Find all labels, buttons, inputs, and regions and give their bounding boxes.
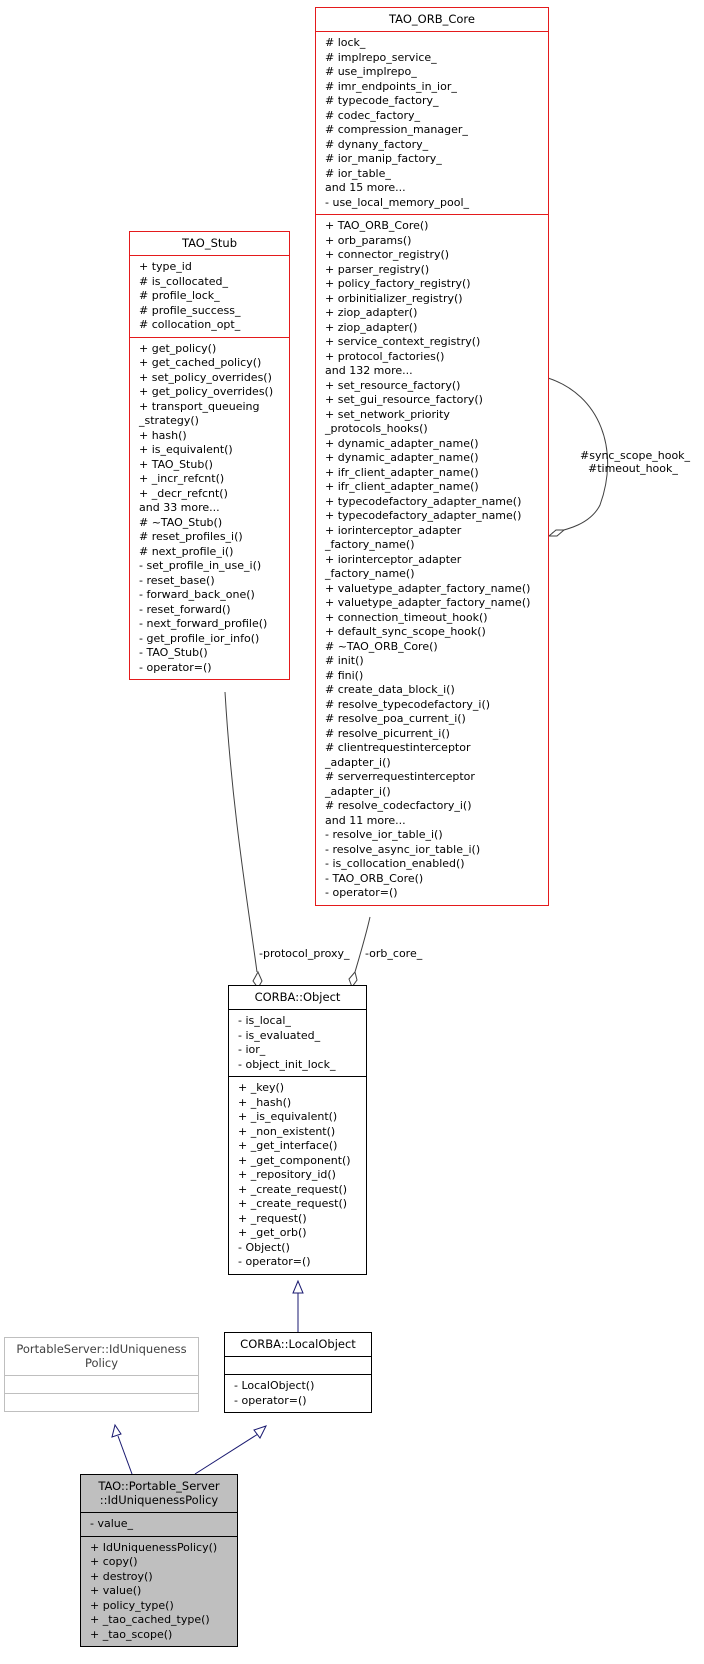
member-line: # profile_success_ (139, 303, 241, 317)
inherit-ps-policy-arrow (112, 1425, 121, 1437)
member-line: + ziop_adapter() (325, 306, 418, 319)
member-line: # lock_ (325, 36, 366, 49)
member-line: + _create_request() (238, 1182, 348, 1196)
member-line: + iorinterceptor_adapter (325, 552, 462, 566)
attributes-section (130, 255, 289, 337)
member-line: and 33 more... (139, 501, 220, 514)
member-line: # use_implrepo_ (325, 65, 417, 78)
member-line: # collocation_opt_ (139, 318, 241, 331)
edge-label-protocol-proxy: -protocol_proxy_ (259, 947, 350, 960)
member-line: - resolve_async_ior_table_i() (325, 842, 481, 856)
member-line: + _get_component() (238, 1153, 351, 1167)
member-line: # fini() (325, 668, 364, 682)
member-line: # dynany_factory_ (325, 137, 429, 151)
member-line: + orb_params() (325, 233, 412, 247)
member-line: _adapter_i() (325, 784, 391, 798)
member-line: + IdUniquenessPolicy() (90, 1540, 218, 1554)
inherit-localobject-arrow (293, 1281, 303, 1293)
member-line: + value() (90, 1584, 142, 1597)
member-line: # clientrequestinterceptor (325, 741, 471, 754)
member-line: + policy_type() (90, 1598, 174, 1612)
member-line: - ior_ (238, 1043, 266, 1056)
methods-section (225, 1374, 371, 1412)
member-line: # resolve_picurrent_i() (325, 726, 450, 740)
member-line: - TAO_ORB_Core() (325, 871, 424, 885)
member-line: - next_forward_profile() (139, 617, 268, 630)
member-line: # imr_endpoints_in_ior_ (325, 79, 457, 93)
class-title-line-1: TAO::Portable_Server (98, 1479, 220, 1493)
member-line: + _decr_refcnt() (139, 486, 228, 500)
class-title-line-2: Policy (84, 1356, 119, 1370)
edge-label-timeout-hook: #timeout_hook_ (588, 462, 678, 475)
member-line: and 11 more... (325, 813, 406, 827)
member-line: + dynamic_adapter_name() (325, 436, 479, 450)
member-line: # typecode_factory_ (325, 94, 439, 107)
member-line: - set_profile_in_use_i() (139, 559, 262, 572)
member-line: # implrepo_service_ (325, 50, 437, 64)
member-line: _adapter_i() (325, 755, 391, 769)
member-line: + transport_queueing (139, 399, 260, 413)
class-title: TAO_ORB_Core (389, 12, 475, 26)
member-line: + copy() (90, 1555, 138, 1568)
member-line: _strategy() (139, 414, 199, 427)
member-line: - Object() (238, 1240, 290, 1254)
member-line: - forward_back_one() (139, 588, 255, 601)
member-line: + _repository_id() (238, 1168, 336, 1181)
member-line: - is_local_ (238, 1014, 291, 1027)
member-line: + ziop_adapter() (325, 320, 418, 334)
member-line: + _request() (238, 1211, 307, 1225)
member-line: + get_policy_overrides() (139, 385, 274, 398)
member-line: # ~TAO_Stub() (139, 515, 223, 529)
member-line: + _is_equivalent() (238, 1110, 338, 1123)
member-line: - operator=() (234, 1393, 307, 1407)
member-line: # resolve_typecodefactory_i() (325, 697, 491, 711)
attributes-section (316, 31, 548, 214)
member-line: + is_equivalent() (139, 443, 233, 456)
member-line: - operator=() (325, 886, 398, 899)
methods-section (316, 214, 548, 905)
member-line: - value_ (90, 1517, 134, 1530)
class-tao-iduniquenesspolicy[interactable] (80, 1474, 238, 1647)
member-line: # codec_factory_ (325, 108, 421, 122)
member-line: _factory_name() (325, 538, 415, 551)
class-title-line-2: ::IdUniquenessPolicy (99, 1493, 219, 1507)
member-line: - reset_forward() (139, 602, 231, 616)
member-line: # serverrequestinterceptor (325, 770, 475, 783)
member-line: _factory_name() (325, 567, 415, 580)
member-line: and 15 more... (325, 181, 406, 194)
class-title (5, 1338, 198, 1375)
member-line: + set_gui_resource_factory() (325, 393, 483, 406)
member-line: + type_id (139, 260, 192, 273)
member-line: - reset_base() (139, 573, 215, 587)
member-line: + TAO_ORB_Core() (325, 219, 429, 232)
member-line: + typecodefactory_adapter_name() (325, 494, 522, 508)
member-line: # resolve_poa_current_i() (325, 712, 466, 725)
member-line: + iorinterceptor_adapter (325, 523, 462, 537)
edge-label-sync-scope-hook: #sync_scope_hook_ (580, 449, 691, 462)
class-corba-localobject[interactable] (224, 1332, 372, 1413)
orb-core-edge (355, 917, 370, 972)
member-line: - LocalObject() (234, 1379, 315, 1392)
member-line: - use_local_memory_pool_ (325, 195, 470, 209)
class-title: CORBA::LocalObject (240, 1337, 356, 1351)
class-title: TAO_Stub (182, 236, 237, 250)
member-line: # next_profile_i() (139, 544, 234, 558)
member-line: and 132 more... (325, 364, 413, 377)
member-line: + service_context_registry() (325, 335, 481, 348)
member-line: + connector_registry() (325, 248, 450, 261)
orb-core-self-diamond (549, 530, 564, 536)
inherit-ps-policy-edge (118, 1436, 132, 1474)
member-line: - operator=() (139, 660, 212, 674)
methods-section (5, 1393, 198, 1411)
member-line: - is_collocation_enabled() (325, 857, 465, 870)
member-line: # compression_manager_ (325, 123, 468, 136)
inherit-local-policy-edge (195, 1434, 258, 1474)
member-line: + valuetype_adapter_factory_name() (325, 596, 531, 609)
member-line: # resolve_codecfactory_i() (325, 799, 472, 812)
class-title (81, 1475, 237, 1512)
member-line: + _non_existent() (238, 1124, 336, 1138)
member-line: + _key() (238, 1081, 285, 1094)
member-line: - get_profile_ior_info() (139, 631, 260, 645)
attributes-section (225, 1356, 371, 1374)
member-line: # create_data_block_i() (325, 683, 455, 696)
methods-section (229, 1076, 366, 1274)
methods-section (130, 337, 289, 680)
member-line: + _create_request() (238, 1197, 348, 1210)
member-line: - TAO_Stub() (139, 646, 208, 659)
member-line: + protocol_factories() (325, 349, 445, 363)
edge-label-orb-core: -orb_core_ (365, 947, 423, 960)
member-line: - operator=() (238, 1255, 311, 1268)
member-line: # ~TAO_ORB_Core() (325, 639, 438, 653)
class-corba-object[interactable] (228, 985, 367, 1275)
class-title: CORBA::Object (254, 990, 341, 1004)
class-portableserver-iduniquenesspolicy[interactable] (4, 1337, 199, 1412)
member-line: + _get_orb() (238, 1226, 307, 1239)
member-line: # profile_lock_ (139, 289, 220, 302)
member-line: # is_collocated_ (139, 274, 228, 288)
member-line: - is_evaluated_ (238, 1028, 321, 1042)
member-line: + parser_registry() (325, 262, 430, 276)
member-line: + get_policy() (139, 341, 217, 355)
protocol-proxy-edge (225, 692, 257, 972)
member-line: + typecodefactory_adapter_name() (325, 509, 522, 522)
class-tao-stub[interactable] (129, 231, 290, 680)
member-line: + _tao_scope() (90, 1627, 173, 1641)
attributes-section (81, 1512, 237, 1536)
member-line: - object_init_lock_ (238, 1057, 336, 1071)
member-line: - resolve_ior_table_i() (325, 828, 443, 841)
member-line: + _get_interface() (238, 1139, 338, 1152)
member-line: + dynamic_adapter_name() (325, 451, 479, 464)
member-line: + policy_factory_registry() (325, 277, 471, 290)
member-line: # init() (325, 654, 364, 667)
member-line: + default_sync_scope_hook() (325, 625, 486, 638)
member-line: + ifr_client_adapter_name() (325, 465, 479, 479)
member-line: _protocols_hooks() (325, 422, 428, 435)
member-line: + _hash() (238, 1095, 292, 1109)
member-line: + orbinitializer_registry() (325, 291, 463, 305)
member-line: + valuetype_adapter_factory_name() (325, 581, 531, 595)
member-line: + set_policy_overrides() (139, 370, 272, 384)
inherit-local-policy-arrow (254, 1426, 266, 1438)
member-line: + get_cached_policy() (139, 356, 262, 369)
member-line: # ior_manip_factory_ (325, 152, 442, 165)
class-tao-orb-core[interactable] (315, 7, 549, 906)
member-line: + _tao_cached_type() (90, 1613, 210, 1626)
class-title-line-1: PortableServer::IdUniqueness (16, 1342, 187, 1356)
member-line: # reset_profiles_i() (139, 530, 243, 543)
member-line: + TAO_Stub() (139, 457, 213, 471)
member-line: + set_network_priority (325, 407, 450, 421)
member-line: + destroy() (90, 1569, 153, 1583)
attributes-section (5, 1375, 198, 1393)
member-line: + _incr_refcnt() (139, 472, 225, 485)
member-line: + ifr_client_adapter_name() (325, 480, 479, 493)
methods-section (81, 1536, 237, 1647)
member-line: + connection_timeout_hook() (325, 610, 488, 624)
attributes-section (229, 1009, 366, 1076)
member-line: # ior_table_ (325, 166, 391, 180)
member-line: + set_resource_factory() (325, 378, 461, 392)
member-line: + hash() (139, 428, 187, 442)
